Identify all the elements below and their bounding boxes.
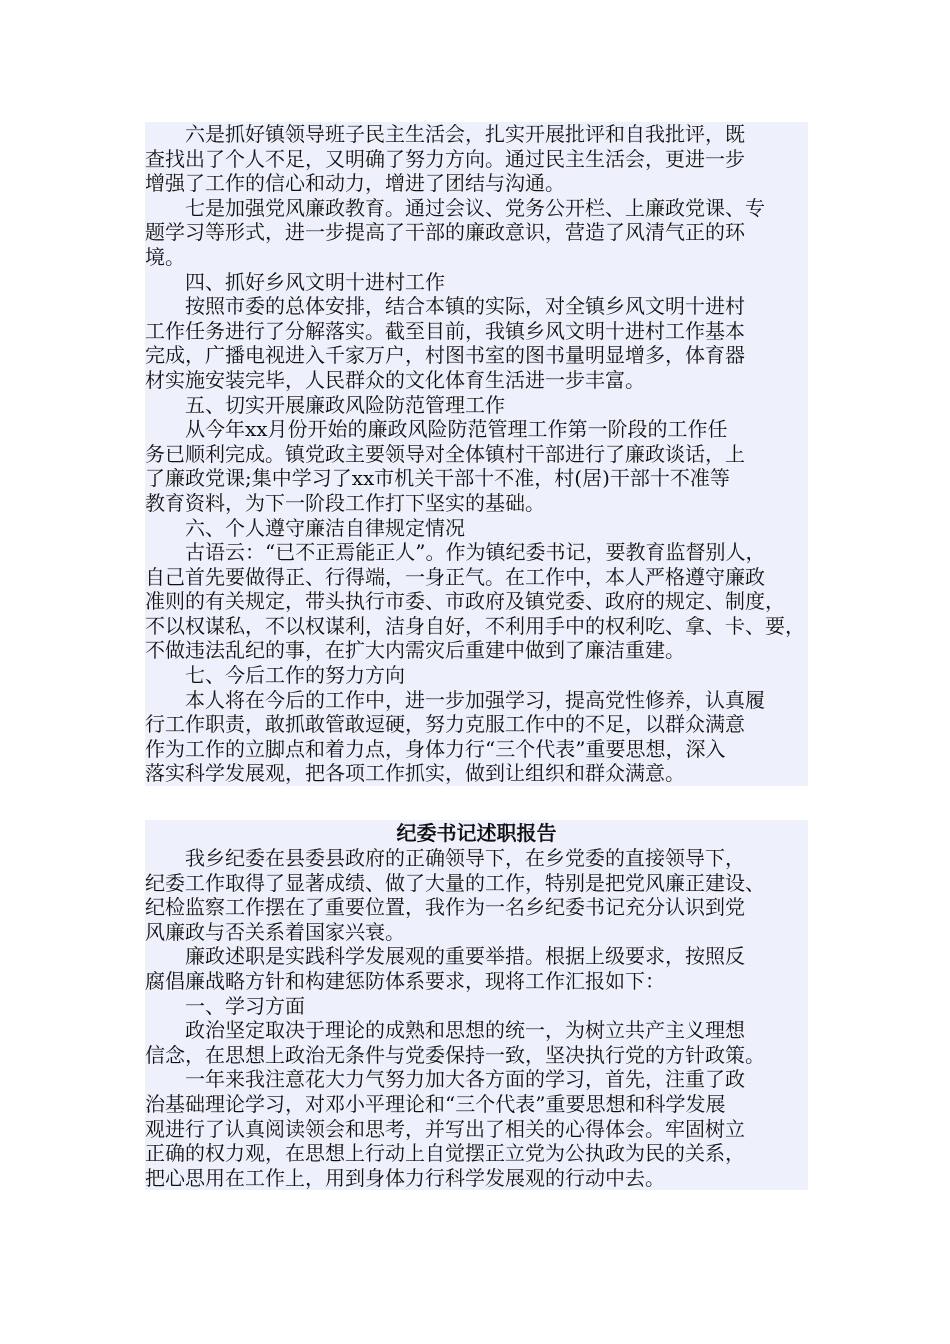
text-line: 政治坚定取决于理论的成熟和思想的统一，为树立共产主义理想 bbox=[145, 1018, 745, 1043]
text-line: 完成，广播电视进入千家万户，村图书室的图书量明显增多，体育器 bbox=[145, 343, 745, 368]
text-line: 观进行了认真阅读领会和思考，并写出了相关的心得体会。牢固树立 bbox=[145, 1116, 745, 1141]
text-line: 境。 bbox=[145, 244, 185, 269]
text-line: 按照市委的总体安排，结合本镇的实际，对全镇乡风文明十进村 bbox=[145, 294, 745, 319]
text-line: 我乡纪委在县委县政府的正确领导下，在乡党委的直接领导下， bbox=[145, 846, 745, 870]
text-line: 纪检监察工作摆在了重要位置，我作为一名乡纪委书记充分认识到党 bbox=[145, 895, 745, 920]
text-line: 七、今后工作的努力方向 bbox=[145, 663, 405, 688]
text-line: 不做违法乱纪的事，在扩大内需灾后重建中做到了廉洁重建。 bbox=[145, 638, 685, 663]
text-line: 增强了工作的信心和动力，增进了团结与沟通。 bbox=[145, 171, 565, 196]
text-line: 题学习等形式，进一步提高了干部的廉政意识，营造了风清气正的环 bbox=[145, 220, 745, 245]
text-line: 治基础理论学习，对邓小平理论和“三个代表”重要思想和科学发展 bbox=[145, 1091, 726, 1116]
report-section-disciplinary-secretary bbox=[145, 820, 808, 1190]
text-line: 风廉政与否关系着国家兴衰。 bbox=[145, 919, 405, 944]
text-line: 了廉政党课;集中学习了xx市机关干部十不准，村(居)干部十不准等 bbox=[145, 466, 730, 491]
text-line: 六是抓好镇领导班子民主生活会，扎实开展批评和自我批评，既 bbox=[145, 122, 745, 146]
report-continuation-section bbox=[145, 122, 808, 786]
text-line: 材实施安装完毕，人民群众的文化体育生活进一步丰富。 bbox=[145, 367, 645, 392]
text-line: 务已顺利完成。镇党政主要领导对全体镇村干部进行了廉政谈话，上 bbox=[145, 441, 745, 466]
text-line: 自己首先要做得正、行得端，一身正气。在工作中，本人严格遵守廉政 bbox=[145, 564, 765, 589]
text-line: 纪委工作取得了显著成绩、做了大量的工作，特别是把党风廉正建设、 bbox=[145, 870, 765, 895]
text-line: 腐倡廉战略方针和构建惩防体系要求，现将工作汇报如下： bbox=[145, 968, 665, 993]
report-body bbox=[145, 846, 808, 1190]
text-line: 作为工作的立脚点和着力点，身体力行“三个代表”重要思想，深入 bbox=[145, 736, 726, 761]
text-line: 教育资料，为下一阶段工作打下坚实的基础。 bbox=[145, 490, 545, 515]
text-line: 一年来我注意花大力气努力加大各方面的学习，首先，注重了政 bbox=[145, 1067, 745, 1092]
text-line: 不以权谋私，不以权谋利，洁身自好，不利用手中的权利吃、拿、卡、要， bbox=[145, 613, 805, 638]
text-line: 七是加强党风廉政教育。通过会议、党务公开栏、上廉政党课、专 bbox=[145, 195, 765, 220]
text-line: 准则的有关规定，带头执行市委、市政府及镇党委、政府的规定、制度， bbox=[145, 589, 785, 614]
report-title: 纪委书记述职报告 bbox=[396, 821, 557, 845]
text-line: 四、抓好乡风文明十进村工作 bbox=[145, 269, 445, 294]
text-line: 廉政述职是实践科学发展观的重要举措。根据上级要求，按照反 bbox=[145, 944, 745, 969]
text-line: 一、学习方面 bbox=[145, 993, 305, 1018]
text-line: 古语云：“已不正焉能正人”。作为镇纪委书记，要教育监督别人， bbox=[145, 540, 766, 565]
text-line: 本人将在今后的工作中，进一步加强学习，提高党性修养，认真履 bbox=[145, 687, 765, 712]
text-line: 六、个人遵守廉洁自律规定情况 bbox=[145, 515, 465, 540]
text-line: 五、切实开展廉政风险防范管理工作 bbox=[145, 392, 505, 417]
text-line: 信念，在思想上政治无条件与党委保持一致，坚决执行党的方针政策。 bbox=[145, 1042, 765, 1067]
text-line: 查找出了个人不足，又明确了努力方向。通过民主生活会，更进一步 bbox=[145, 146, 745, 171]
text-line: 落实科学发展观，把各项工作抓实，做到让组织和群众满意。 bbox=[145, 761, 685, 786]
text-line: 把心思用在工作上，用到身体力行科学发展观的行动中去。 bbox=[145, 1165, 665, 1190]
text-line: 行工作职责，敢抓敢管敢逗硬，努力克服工作中的不足，以群众满意 bbox=[145, 712, 745, 737]
text-line: 从今年xx月份开始的廉政风险防范管理工作第一阶段的工作任 bbox=[145, 417, 728, 442]
text-line: 工作任务进行了分解落实。截至目前，我镇乡风文明十进村工作基本 bbox=[145, 318, 745, 343]
text-line: 正确的权力观，在思想上行动上自觉摆正立党为公执政为民的关系， bbox=[145, 1141, 745, 1166]
